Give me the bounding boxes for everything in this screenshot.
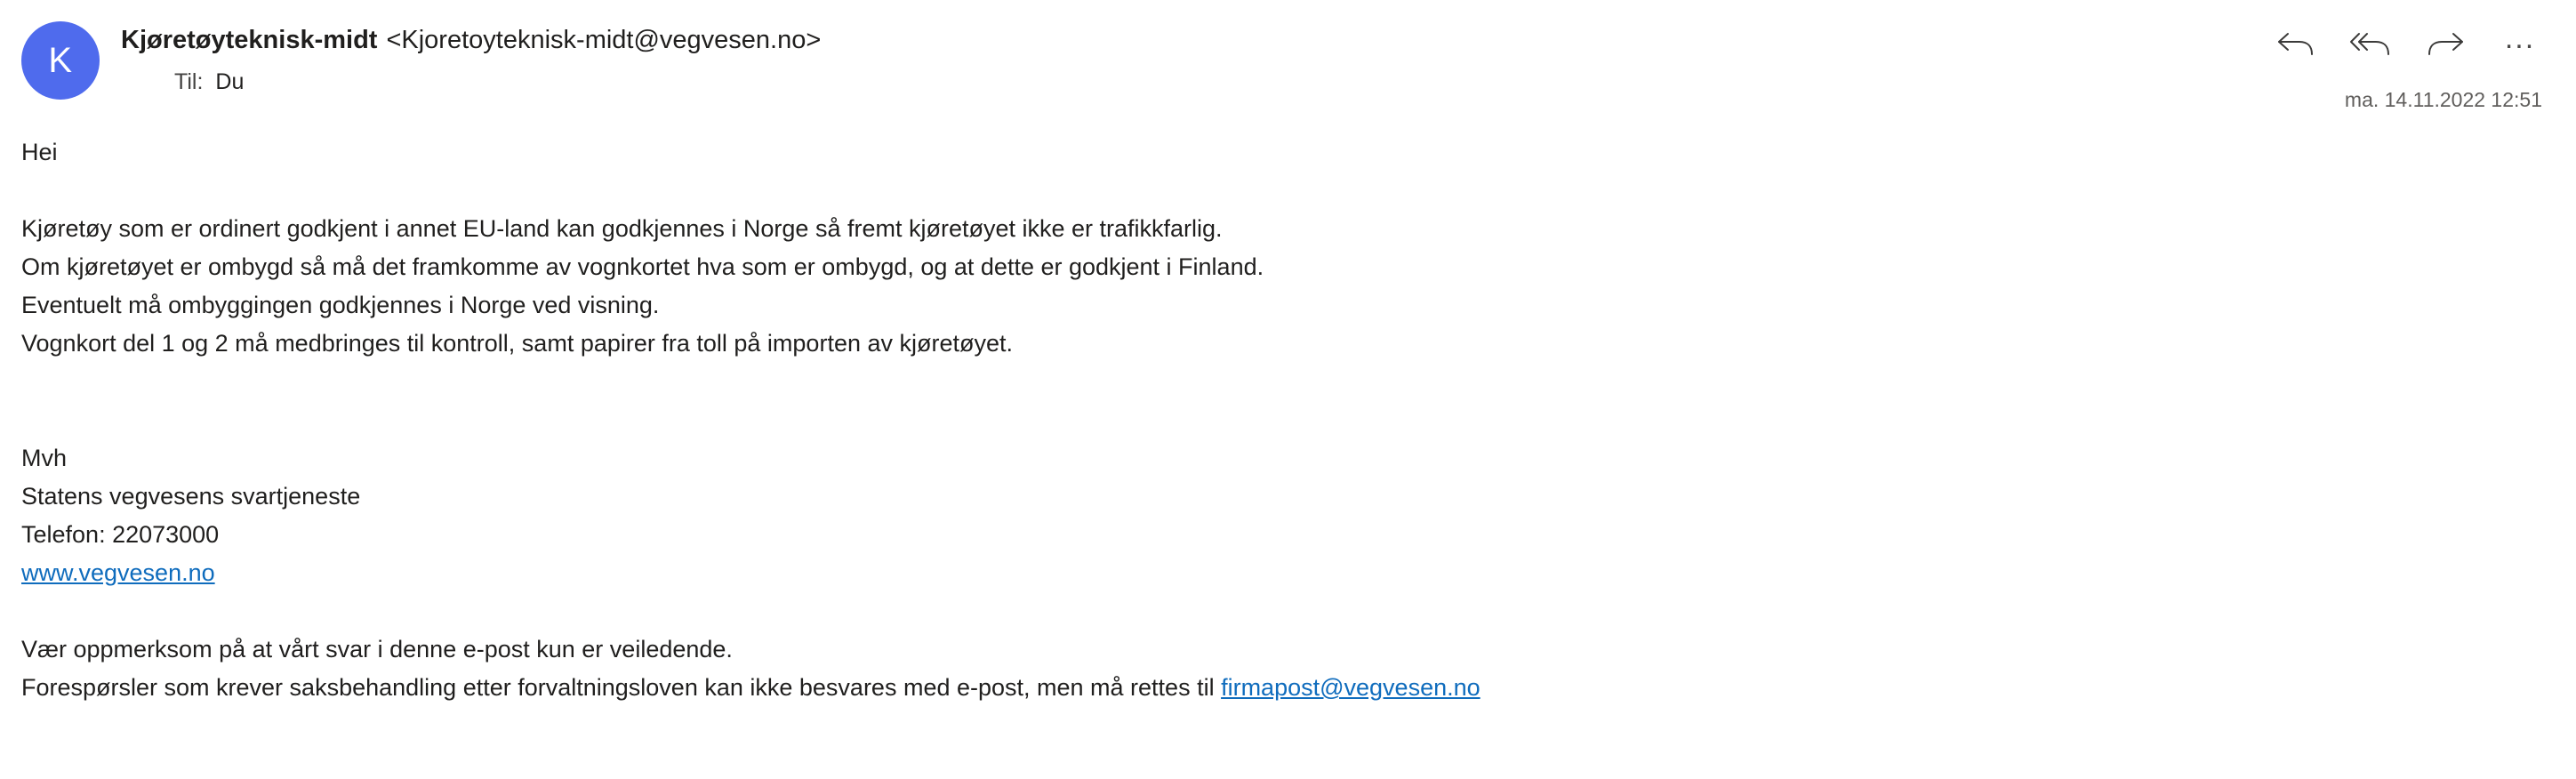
mail-timestamp: ma. 14.11.2022 12:51	[2344, 88, 2542, 111]
sender-line	[121, 23, 2540, 57]
mail-header	[0, 0, 2576, 133]
body-paragraph-line: Om kjøretøyet er ombygd så må det framkomme av vognkortet hva som er ombygd, og at dette er godkjent i Finland.	[21, 253, 1264, 280]
reply-all-button[interactable]	[2347, 20, 2395, 68]
body-spacer	[21, 363, 2555, 439]
forward-button[interactable]	[2421, 20, 2469, 68]
reply-button[interactable]	[2272, 20, 2320, 68]
recipients-label: Til:	[174, 69, 204, 94]
reply-all-icon	[2349, 31, 2392, 58]
sender-name[interactable]: Kjøretøyteknisk-midt	[121, 26, 378, 54]
more-actions-button[interactable]	[2496, 14, 2544, 75]
reply-icon	[2276, 31, 2315, 58]
sender-block	[100, 20, 2540, 96]
disclaimer-line-1: Vær oppmerksom på at vårt svar i denne e-post kun er veiledende.	[21, 636, 733, 663]
disclaimer-text: Forespørsler som krever saksbehandling etter forvaltningsloven kan ikke besvares med e-post, men må rettes til	[21, 674, 1222, 701]
more-actions-icon: ...	[2504, 21, 2536, 55]
recipients-line	[174, 68, 2540, 96]
recipients-value[interactable]: Du	[215, 69, 245, 94]
sender-address[interactable]: <Kjoretoyteknisk-midt@vegvesen.no>	[386, 26, 822, 54]
signature-line: Mvh	[21, 445, 68, 471]
website-link[interactable]: www.vegvesen.no	[21, 559, 215, 586]
signature-website-line	[21, 554, 2555, 592]
mail-body	[0, 133, 2576, 707]
signature-line: Statens vegvesens svartjeneste	[21, 483, 361, 510]
disclaimer-line-2	[21, 669, 2555, 707]
firmapost-email-link[interactable]: firmapost@vegvesen.no	[1221, 674, 1481, 701]
body-spacer	[21, 172, 2555, 210]
body-spacer	[21, 592, 2555, 630]
header-actions	[2272, 14, 2544, 75]
avatar: K	[21, 21, 100, 100]
signature-line: Telefon: 22073000	[21, 521, 220, 548]
body-paragraph-line: Kjøretøy som er ordinert godkjent i annet EU-land kan godkjennes i Norge så fremt kjøretøyet ikke er trafikkfarlig.	[21, 215, 1223, 242]
forward-icon	[2426, 31, 2465, 58]
body-greeting: Hei	[21, 139, 58, 165]
body-paragraph-line: Vognkort del 1 og 2 må medbringes til kontroll, samt papirer fra toll på importen av kjøretøyet.	[21, 330, 1014, 357]
body-paragraph-line: Eventuelt må ombyggingen godkjennes i Norge ved visning.	[21, 292, 660, 318]
